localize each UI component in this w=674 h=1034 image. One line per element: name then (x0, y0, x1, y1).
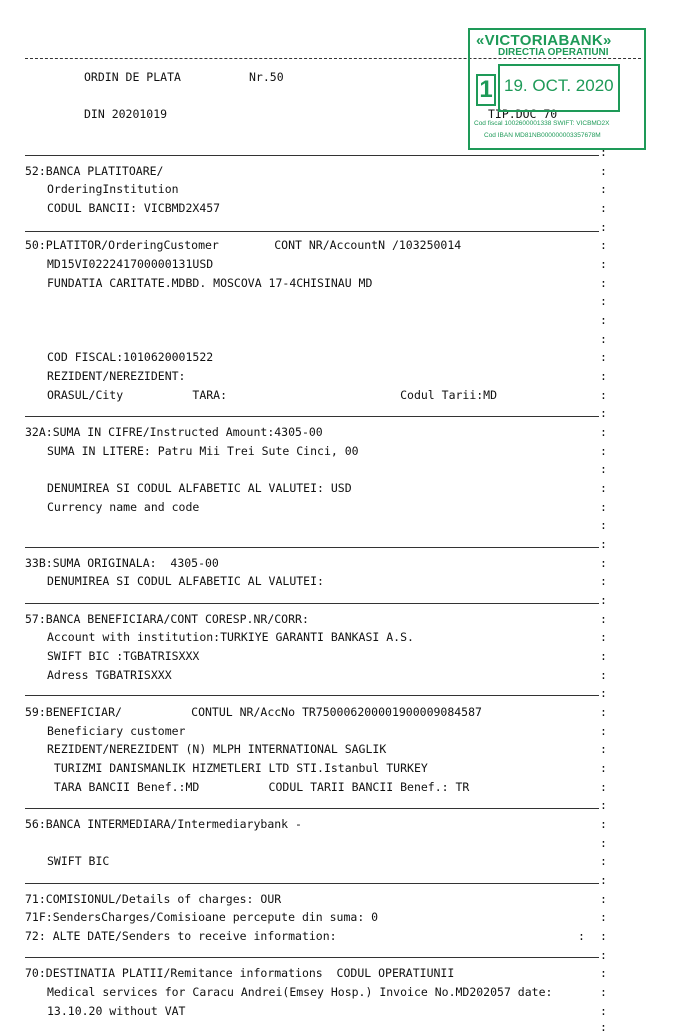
field-32a-amount: 32A:SUMA IN CIFRE/Instructed Amount:4305-00 (25, 425, 323, 439)
separator-52 (25, 155, 599, 156)
field-71f-senders-charges: 71F:SendersCharges/Comisioane percepute din suma: 0 (25, 910, 379, 924)
field-57-swift: SWIFT BIC :TGBATRISXXX (47, 649, 200, 663)
separator-70 (25, 957, 599, 958)
field-50-fiscal-code: COD FISCAL:1010620001522 (47, 350, 214, 364)
bank-stamp (468, 28, 646, 150)
field-33b-original-amount: 33B:SUMA ORIGINALA: 4305-00 (25, 556, 219, 570)
field-50-resident: REZIDENT/NEREZIDENT: (47, 369, 186, 383)
field-72-other-data: 72: ALTE DATE/Senders to receive information: (25, 929, 337, 943)
separator-50 (25, 231, 599, 232)
field-56-swift: SWIFT BIC (47, 854, 110, 868)
field-70-details: Medical services for Caracu Andrei(Emsey Hosp.) Invoice No.MD202057 date: (47, 985, 553, 999)
stamp-bank-name: «VICTORIABANK» (476, 32, 612, 49)
stamp-code-line-1: Cod fiscal 1002600001338 SWIFT: VICBMD2X (474, 120, 610, 127)
field-71-charges: 71:COMISIONUL/Details of charges: OUR (25, 892, 282, 906)
field-56-title: 56:BANCA INTERMEDIARA/Intermediarybank - (25, 817, 302, 831)
stamp-number: 1 (476, 74, 496, 106)
field-59-title: 59:BENEFICIAR/ CONTUL NR/AccNo TR750006200001900009084587 (25, 705, 482, 719)
separator-59 (25, 695, 599, 696)
field-57-title: 57:BANCA BENEFICIARA/CONT CORESP.NR/CORR: (25, 612, 309, 626)
field-50-address: FUNDATIA CARITATE.MDBD. MOSCOVA 17-4CHISINAU MD (47, 276, 373, 290)
separator-33b (25, 547, 599, 548)
separator-32a (25, 416, 599, 417)
field-72-colon: : (578, 929, 585, 943)
field-50-account: MD15VI022241700000131USD (47, 257, 214, 271)
separator-71 (25, 883, 599, 884)
stamp-code-line-2: Cod IBAN MD81NB000000003357678M (484, 132, 601, 139)
field-50-city-country: ORASUL/City TARA: Codul Tarii:MD (47, 388, 498, 402)
field-59-beneficiary-label: Beneficiary customer (47, 724, 186, 738)
field-57-institution: Account with institution:TURKIYE GARANTI BANKASI A.S. (47, 630, 414, 644)
field-70-title: 70:DESTINATIA PLATII/Remitance informations CODUL OPERATIUNII (25, 966, 455, 980)
field-32a-currency-label: Currency name and code (47, 500, 200, 514)
field-59-country: TARA BANCII Benef.:MD CODUL TARII BANCII Benef.: TR (47, 780, 470, 794)
separator-57 (25, 603, 599, 604)
field-59-company: TURIZMI DANISMANLIK HIZMETLERI LTD STI.Istanbul TURKEY (47, 761, 428, 775)
field-59-resident: REZIDENT/NEREZIDENT (N) MLPH INTERNATIONAL SAGLIK (47, 742, 387, 756)
document-date: DIN 20201019 (84, 107, 168, 121)
field-32a-amount-words: SUMA IN LITERE: Patru Mii Trei Sute Cinci, 00 (47, 444, 359, 458)
field-52-bank-code: CODUL BANCII: VICBMD2X457 (47, 201, 221, 215)
stamp-date: 19. OCT. 2020 (504, 76, 614, 95)
document-type: TIP.DOC 70 (488, 107, 558, 121)
separator-56 (25, 808, 599, 809)
field-32a-currency: DENUMIREA SI CODUL ALFABETIC AL VALUTEI: USD (47, 481, 352, 495)
field-70-details-cont: 13.10.20 without VAT (47, 1004, 186, 1018)
field-50-title: 50:PLATITOR/OrderingCustomer CONT NR/AccountN /103250014 (25, 238, 462, 252)
document-title: ORDIN DE PLATA (84, 70, 181, 84)
document-number: Nr.50 (249, 70, 284, 84)
field-57-address: Adress TGBATRISXXX (47, 668, 172, 682)
stamp-direction: DIRECTIA OPERATIUNI (498, 47, 609, 58)
field-33b-currency: DENUMIREA SI CODUL ALFABETIC AL VALUTEI: (47, 574, 324, 588)
field-52-title: 52:BANCA PLATITOARE/ (25, 164, 164, 178)
field-52-ordering-institution: OrderingInstitution (47, 182, 179, 196)
